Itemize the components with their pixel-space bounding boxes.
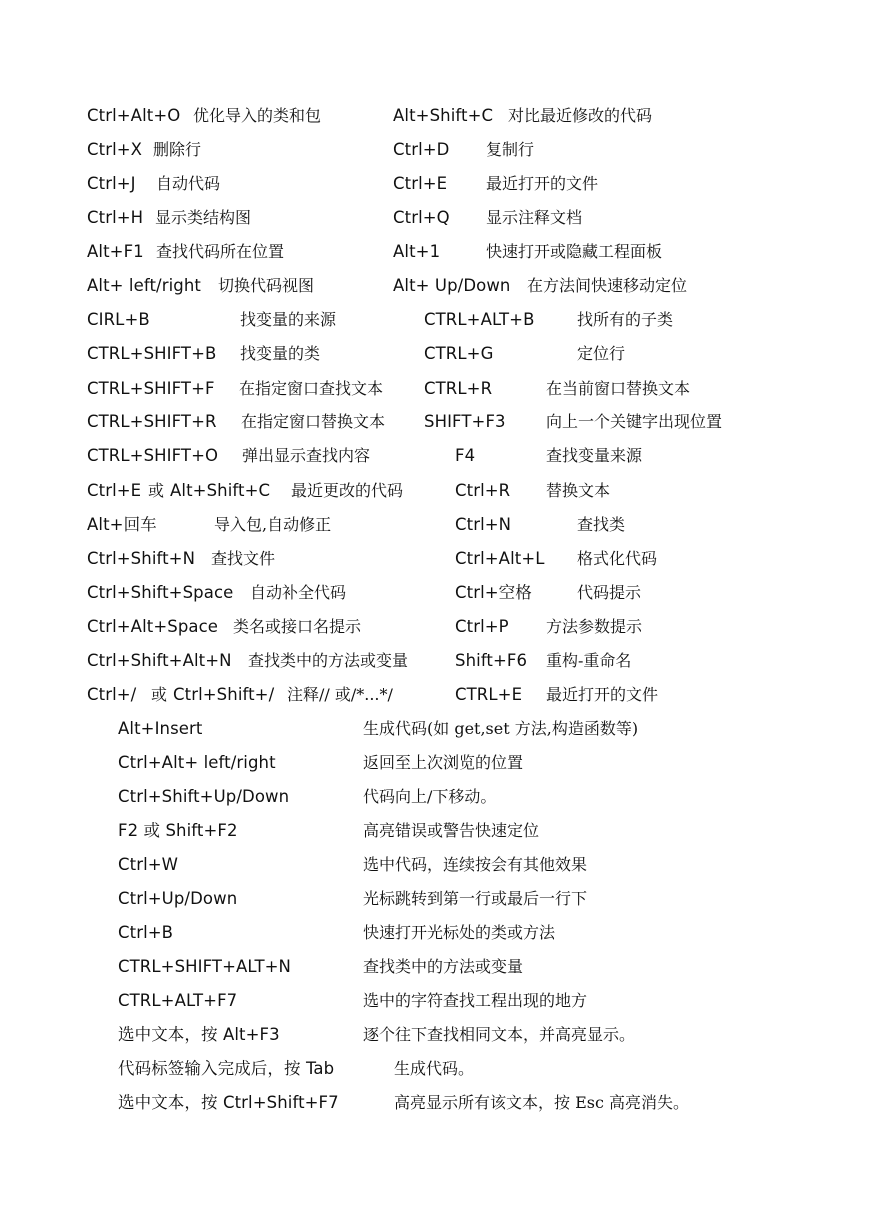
- shortcut-key: Ctrl+Alt+ left/right: [118, 753, 276, 772]
- shortcut-key: CTRL+SHIFT+R: [87, 412, 217, 431]
- shortcut-key: 选中文本，按 Ctrl+Shift+F7: [118, 1093, 339, 1112]
- shortcut-key: Ctrl+W: [118, 855, 179, 874]
- shortcut-key: Ctrl+空格: [455, 583, 532, 602]
- or-conjunction: 或: [148, 481, 165, 500]
- shortcut-desc: 注释// 或/*...*/: [287, 685, 393, 704]
- shortcut-key: F4: [455, 446, 476, 465]
- shortcut-desc: 自动代码: [156, 174, 221, 193]
- shortcut-key: Ctrl+Shift+N: [87, 549, 196, 568]
- shortcut-key: Ctrl+J: [87, 174, 136, 193]
- shortcut-desc: 在指定窗口查找文本: [239, 379, 384, 398]
- shortcut-desc: 定位行: [577, 344, 626, 363]
- shortcut-row: [0, 139, 869, 161]
- shortcut-desc: 查找文件: [211, 549, 276, 568]
- shortcut-key: CTRL+ALT+F7: [118, 991, 238, 1010]
- shortcut-row-single: [0, 922, 869, 944]
- shortcut-desc: 最近打开的文件: [486, 174, 599, 193]
- shortcut-desc: 光标跳转到第一行或最后一行下: [363, 889, 588, 908]
- shortcut-desc: 优化导入的类和包: [193, 106, 322, 125]
- shortcut-row-single: [0, 888, 869, 910]
- shortcut-row: [0, 514, 869, 536]
- shortcut-row: [0, 105, 869, 127]
- shortcut-row: [0, 650, 869, 672]
- shortcut-key: Ctrl+D: [393, 140, 450, 159]
- shortcut-key: CTRL+SHIFT+ALT+N: [118, 957, 291, 976]
- shortcut-key: SHIFT+F3: [424, 412, 506, 431]
- shortcut-key: Ctrl+Shift+Up/Down: [118, 787, 290, 806]
- shortcut-desc: 重构-重命名: [546, 651, 632, 670]
- shortcut-key: CTRL+R: [424, 379, 493, 398]
- shortcut-desc: 向上一个关键字出现位置: [546, 412, 723, 431]
- shortcut-key: 选中文本，按 Alt+F3: [118, 1025, 280, 1044]
- shortcut-desc: 找变量的类: [240, 344, 321, 363]
- shortcut-row-single: [0, 854, 869, 876]
- shortcut-desc: 最近打开的文件: [546, 685, 659, 704]
- shortcut-desc: 生成代码(如 get,set 方法,构造函数等): [363, 719, 639, 738]
- shortcut-row: [0, 207, 869, 229]
- shortcut-key: Ctrl+/: [87, 685, 137, 704]
- shortcut-row-single: [0, 820, 869, 842]
- shortcut-key: CTRL+SHIFT+B: [87, 344, 217, 363]
- shortcut-desc: 自动补全代码: [250, 583, 347, 602]
- shortcut-desc: 导入包,自动修正: [214, 515, 332, 534]
- shortcut-row-single: [0, 752, 869, 774]
- shortcut-desc: 代码提示: [577, 583, 642, 602]
- shortcut-key: Ctrl+H: [87, 208, 144, 227]
- shortcut-desc: 类名或接口名提示: [233, 617, 362, 636]
- shortcut-key: Ctrl+X: [87, 140, 143, 159]
- shortcut-key: Shift+F6: [455, 651, 528, 670]
- shortcut-desc: 查找类: [577, 515, 626, 534]
- shortcut-desc: 高亮显示所有该文本，按 Esc 高亮消失。: [394, 1093, 690, 1112]
- shortcut-row: [0, 378, 869, 400]
- shortcut-desc: 方法参数提示: [546, 617, 643, 636]
- shortcut-key: Ctrl+Q: [393, 208, 450, 227]
- shortcut-row: [0, 445, 869, 467]
- shortcut-row: [0, 343, 869, 365]
- shortcut-row-single: [0, 1058, 869, 1080]
- shortcut-desc: 复制行: [486, 140, 535, 159]
- shortcut-key: Alt+Shift+C: [393, 106, 494, 125]
- shortcut-key: CTRL+SHIFT+F: [87, 379, 215, 398]
- shortcut-desc: 找变量的来源: [240, 310, 337, 329]
- shortcut-key: Ctrl+Shift+Alt+N: [87, 651, 232, 670]
- shortcut-key: Alt+回车: [87, 515, 157, 534]
- shortcut-key: Alt+Shift+C: [170, 481, 271, 500]
- shortcut-key: Ctrl+Up/Down: [118, 889, 238, 908]
- shortcut-desc: 对比最近修改的代码: [508, 106, 653, 125]
- shortcut-desc: 切换代码视图: [218, 276, 315, 295]
- shortcut-key: Alt+F1: [87, 242, 144, 261]
- shortcut-key: Ctrl+Alt+L: [455, 549, 545, 568]
- shortcut-desc: 在指定窗口替换文本: [241, 412, 386, 431]
- shortcut-desc: 高亮错误或警告快速定位: [363, 821, 540, 840]
- shortcut-key: 代码标签输入完成后，按 Tab: [118, 1059, 335, 1078]
- shortcut-row-single: [0, 718, 869, 740]
- shortcut-row: [0, 582, 869, 604]
- shortcut-desc: 选中的字符查找工程出现的地方: [363, 991, 588, 1010]
- shortcut-row: [0, 548, 869, 570]
- shortcut-row-single: [0, 786, 869, 808]
- shortcut-row: [0, 173, 869, 195]
- shortcut-row: [0, 616, 869, 638]
- shortcut-row-single: [0, 990, 869, 1012]
- shortcut-desc: 查找变量来源: [546, 446, 643, 465]
- shortcut-desc: 弹出显示查找内容: [242, 446, 371, 465]
- shortcut-desc: 代码向上/下移动。: [363, 787, 497, 806]
- shortcut-key: Ctrl+E: [393, 174, 448, 193]
- shortcut-key: Ctrl+Alt+Space: [87, 617, 219, 636]
- shortcut-row: [0, 275, 869, 297]
- shortcut-key: Ctrl+P: [455, 617, 509, 636]
- shortcut-desc: 格式化代码: [577, 549, 658, 568]
- shortcut-row-single: [0, 956, 869, 978]
- shortcut-desc: 找所有的子类: [577, 310, 674, 329]
- shortcut-desc: 快速打开或隐藏工程面板: [486, 242, 663, 261]
- shortcut-desc: 替换文本: [546, 481, 611, 500]
- shortcut-row: [0, 684, 869, 706]
- shortcut-desc: 在当前窗口替换文本: [546, 379, 691, 398]
- shortcut-desc: 选中代码，连续按会有其他效果: [363, 855, 588, 874]
- shortcut-desc: 快速打开光标处的类或方法: [363, 923, 556, 942]
- shortcut-row-single: [0, 1024, 869, 1046]
- shortcut-key: Alt+1: [393, 242, 441, 261]
- shortcut-desc: 查找类中的方法或变量: [248, 651, 409, 670]
- shortcut-key: Ctrl+N: [455, 515, 512, 534]
- shortcut-key: Ctrl+Alt+O: [87, 106, 181, 125]
- shortcut-key: Alt+Insert: [118, 719, 203, 738]
- shortcut-desc: 在方法间快速移动定位: [527, 276, 688, 295]
- shortcut-desc: 最近更改的代码: [291, 481, 404, 500]
- shortcut-key: Ctrl+R: [455, 481, 511, 500]
- shortcut-desc: 查找类中的方法或变量: [363, 957, 524, 976]
- shortcut-row: [0, 309, 869, 331]
- shortcut-key: Alt+ left/right: [87, 276, 201, 295]
- shortcut-desc: 查找代码所在位置: [156, 242, 285, 261]
- shortcut-desc: 返回至上次浏览的位置: [363, 753, 524, 772]
- or-conjunction: 或: [151, 685, 168, 704]
- shortcut-key: CIRL+B: [87, 310, 150, 329]
- shortcut-key: F2 或 Shift+F2: [118, 821, 238, 840]
- shortcut-key: CTRL+ALT+B: [424, 310, 535, 329]
- shortcut-desc: 显示类结构图: [155, 208, 252, 227]
- shortcut-key: CTRL+SHIFT+O: [87, 446, 219, 465]
- shortcut-key: Alt+ Up/Down: [393, 276, 511, 295]
- shortcut-desc: 逐个往下查找相同文本，并高亮显示。: [363, 1025, 636, 1044]
- shortcut-row: [0, 241, 869, 263]
- shortcut-key: Ctrl+Shift+Space: [87, 583, 234, 602]
- shortcut-desc: 生成代码。: [394, 1059, 475, 1078]
- shortcut-row-single: [0, 1092, 869, 1114]
- shortcut-key: Ctrl+Shift+/: [173, 685, 275, 704]
- shortcut-row: [0, 480, 869, 502]
- shortcut-desc: 删除行: [153, 140, 202, 159]
- shortcut-key: Ctrl+E: [87, 481, 142, 500]
- shortcut-row: [0, 411, 869, 433]
- shortcut-key: CTRL+G: [424, 344, 494, 363]
- shortcut-desc: 显示注释文档: [486, 208, 583, 227]
- shortcut-key: Ctrl+B: [118, 923, 174, 942]
- shortcut-key: CTRL+E: [455, 685, 523, 704]
